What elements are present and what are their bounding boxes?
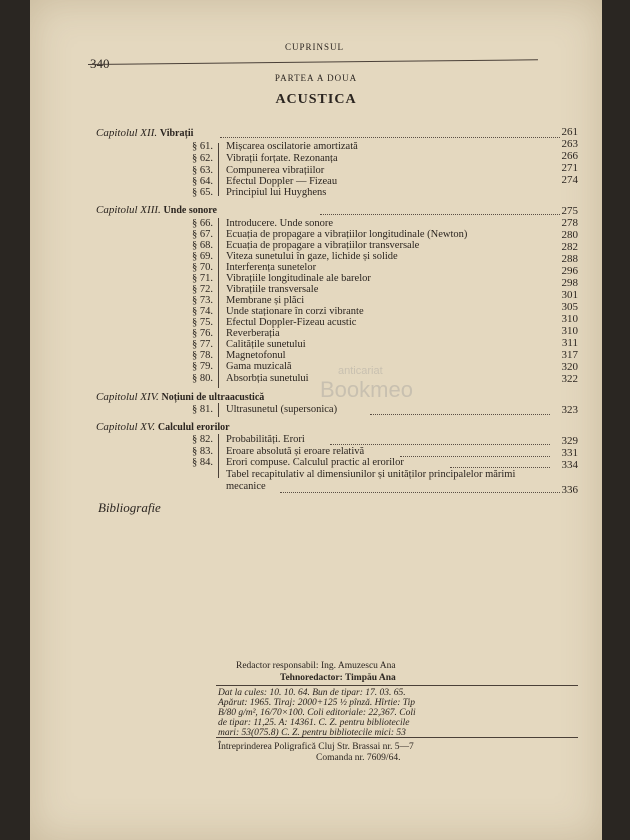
section-number: § 66. [192, 218, 213, 229]
section-number: § 78. [192, 350, 213, 361]
section-page: 271 [561, 162, 578, 174]
imprint-redactor: Redactor responsabil: Ing. Amuzescu Ana [236, 661, 396, 671]
section-number: § 74. [192, 306, 213, 317]
header-rule [88, 59, 538, 65]
section-number: § 63. [192, 165, 213, 176]
section-title: Vibrațiile transversale [226, 284, 319, 295]
table-entry-line-2: mecanice [226, 481, 266, 492]
section-number: § 64. [192, 176, 213, 187]
section-number: § 68. [192, 240, 213, 251]
section-page: 310 [561, 313, 578, 325]
section-title: Gama muzicală [226, 361, 292, 372]
section-number: § 67. [192, 229, 213, 240]
section-title: Ecuația de propagare a vibrațiilor longitudinale (Newton) [226, 229, 468, 240]
section-page: 266 [561, 150, 578, 162]
section-page: 278 [561, 217, 578, 229]
table-entry-line-1: Tabel recapitulativ al dimensiunilor și unităților principalelor mărimi [226, 469, 516, 480]
section-number: § 61. [192, 141, 213, 152]
section-number: § 84. [192, 457, 213, 468]
section-page: 296 [561, 265, 578, 277]
section-number: § 82. [192, 434, 213, 445]
section-title: Membrane și plăci [226, 295, 305, 306]
section-number: § 65. [192, 187, 213, 198]
section-page: 311 [561, 337, 578, 349]
section-page: 322 [561, 373, 578, 385]
section-page: 274 [561, 174, 578, 186]
section-page: 305 [561, 301, 578, 313]
section-title: Ecuația de propagare a vibrațiilor transversale [226, 240, 420, 251]
section-title: Erori compuse. Calculul practic al erorilor [226, 457, 404, 468]
section-page: 331 [561, 447, 578, 459]
section-number: § 70. [192, 262, 213, 273]
chapter-page: 275 [561, 205, 578, 217]
running-title: CUPRINSUL [285, 42, 345, 52]
section-title: Efectul Doppler — Fizeau [226, 176, 338, 187]
section-page: 301 [561, 289, 578, 301]
section-page: 329 [561, 435, 578, 447]
imprint-tehnoredactor: Tehnoredactor: Timpău Ana [280, 673, 396, 683]
section-title: Vibrații forțate. Rezonanța [226, 153, 338, 164]
chapter-page: 261 [561, 126, 578, 138]
section-page: 323 [561, 404, 578, 416]
section-bracket [218, 143, 219, 196]
section-number: § 76. [192, 328, 213, 339]
section-number: § 69. [192, 251, 213, 262]
section-number: § 81. [192, 404, 213, 415]
section-bracket [218, 218, 219, 388]
imprint-line: mari: 53(075.8) C. Z. pentru bibliotecile mici: 53 [218, 728, 406, 738]
imprint-order: Comanda nr. 7609/64. [316, 753, 401, 763]
imprint-line: B/80 g/m², 16/70×100. Coli editoriale: 22,367. Coli [218, 708, 416, 718]
section-title: Absorbția sunetului [226, 373, 309, 384]
section-title: Compunerea vibrațiilor [226, 165, 325, 176]
section-title: Calitățile sunetului [226, 339, 306, 350]
chapter-xiii-heading: Capitolul XIII. Unde sonore [96, 204, 217, 216]
part-label: PARTEA A DOUA [274, 73, 358, 83]
chapter-xii-heading: Capitolul XII. Vibrații [96, 127, 194, 139]
section-bracket [218, 403, 219, 417]
section-title: Reverberația [226, 328, 280, 339]
section-bracket [218, 434, 219, 478]
section-number: § 83. [192, 446, 213, 457]
section-title: Unde staționare în corzi vibrante [226, 306, 364, 317]
section-title: Vibrațiile longitudinale ale barelor [226, 273, 371, 284]
section-title: Ultrasunetul (supersonica) [226, 404, 338, 415]
section-number: § 80. [192, 373, 213, 384]
section-title: Eroare absolută și eroare relativă [226, 446, 365, 457]
section-page: 334 [561, 459, 578, 471]
book-page [30, 0, 602, 840]
section-page: 263 [561, 138, 578, 150]
section-title: Introducere. Unde sonore [226, 218, 333, 229]
section-title: Mișcarea oscilatorie amortizată [226, 141, 358, 152]
section-title: Viteza sunetului în gaze, lichide și solide [226, 251, 398, 262]
section-title: Principiul lui Huyghens [226, 187, 327, 198]
section-title: Interferența sunetelor [226, 262, 317, 273]
section-title: Efectul Doppler-Fizeau acustic [226, 317, 357, 328]
section-title: Magnetofonul [226, 350, 286, 361]
chapter-xv-heading: Capitolul XV. Calculul erorilor [96, 421, 230, 433]
section-number: § 72. [192, 284, 213, 295]
bibliography-heading: Bibliografie [98, 500, 161, 515]
imprint-line: Apărut: 1965. Tiraj: 2000+125 ½ pînză. Hîrtie: Tip [218, 698, 415, 708]
table-entry-page: 336 [561, 484, 578, 496]
section-number: § 62. [192, 153, 213, 164]
imprint-printer: Întreprinderea Poligrafică Cluj Str. Brassai nr. 5—7 [218, 742, 414, 752]
watermark: anticariat Bookmeo [320, 365, 413, 402]
chapter-xiv-heading: Capitolul XIV. Noțiuni de ultraacustică [96, 391, 265, 403]
section-number: § 75. [192, 317, 213, 328]
section-page: 288 [561, 253, 578, 265]
imprint-line: de tipar: 11,25. A: 14361. C. Z. pentru bibliotecile [218, 718, 410, 728]
section-page: 320 [561, 361, 578, 373]
section-number: § 73. [192, 295, 213, 306]
imprint-line: Dat la cules: 10. 10. 64. Bun de tipar: 17. 03. 65. [218, 688, 406, 698]
section-title: Probabilități. Erori [226, 434, 305, 445]
section-page: 310 [561, 325, 578, 337]
section-number: § 79. [192, 361, 213, 372]
part-title: ACUSTICA [275, 92, 357, 107]
section-page: 282 [561, 241, 578, 253]
page-number: 340 [90, 56, 110, 71]
section-page: 298 [561, 277, 578, 289]
section-number: § 71. [192, 273, 213, 284]
section-number: § 77. [192, 339, 213, 350]
section-page: 280 [561, 229, 578, 241]
section-page: 317 [561, 349, 578, 361]
